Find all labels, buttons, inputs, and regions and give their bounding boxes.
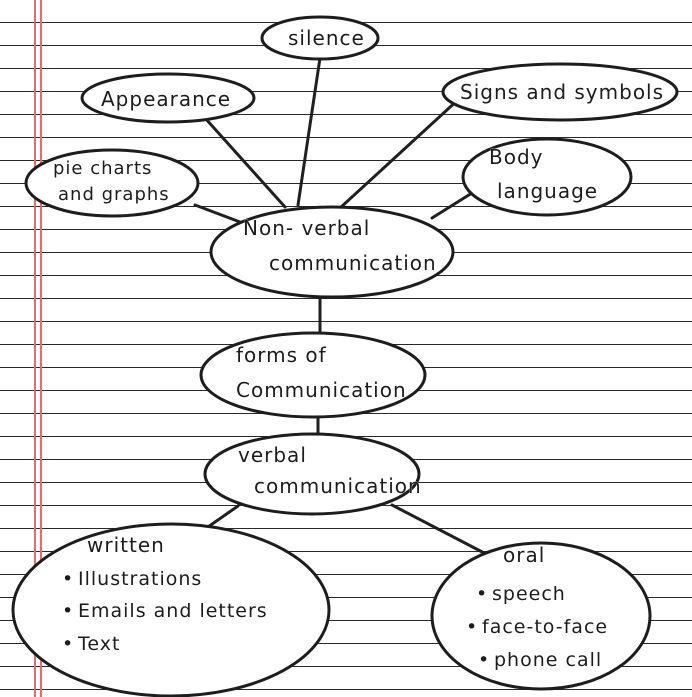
oral-item-bullet-1: • (476, 583, 489, 605)
node-signs-symbols (443, 64, 677, 120)
oral-item-bullet-3: • (478, 649, 491, 671)
silence-label: silence (288, 26, 365, 50)
node-oral (432, 543, 650, 689)
body-language-label-line2: language (497, 179, 599, 203)
verbal-label-line1: verbal (238, 443, 307, 467)
written-item-3: Text (78, 633, 121, 655)
forms-label-line1: forms of (236, 343, 327, 367)
pie-charts-label-line2: and graphs (58, 184, 170, 205)
written-item-1: Illustrations (78, 568, 203, 590)
node-silence (262, 17, 378, 59)
verbal-label-line2: communication (254, 474, 422, 498)
written-item-2: Emails and letters (78, 600, 268, 622)
body-language-label-line1: Body (489, 145, 544, 169)
oral-item-2: face-to-face (482, 616, 609, 638)
edge-signs (340, 98, 460, 208)
node-pie-charts (26, 150, 198, 216)
written-item-bullet-1: • (62, 568, 75, 590)
written-item-bullet-2: • (62, 600, 75, 622)
oral-item-1: speech (492, 583, 566, 605)
pie-charts-label-line1: pie charts (53, 158, 153, 179)
nonverbal-label-line1: Non- verbal (243, 216, 371, 240)
signs-symbols-label: Signs and symbols (460, 80, 665, 104)
node-written (13, 524, 329, 696)
oral-item-3: phone call (494, 649, 603, 671)
edge-verbal-oral (392, 505, 488, 555)
node-forms-of-communication (201, 333, 425, 417)
written-title: written (87, 533, 165, 557)
oral-item-bullet-2: • (466, 616, 479, 638)
nonverbal-label-line2: communication (269, 251, 437, 275)
node-appearance (82, 74, 254, 122)
edge-pie-charts (195, 205, 240, 222)
edge-appearance (205, 118, 285, 207)
written-item-bullet-3: • (62, 633, 75, 655)
forms-label-line2: Communication (236, 378, 407, 402)
node-body-language (463, 139, 631, 215)
appearance-label: Appearance (101, 87, 232, 111)
edge-silence (298, 58, 320, 205)
node-nonverbal (211, 207, 453, 297)
oral-title: oral (503, 543, 546, 567)
node-verbal-communication (205, 434, 422, 514)
